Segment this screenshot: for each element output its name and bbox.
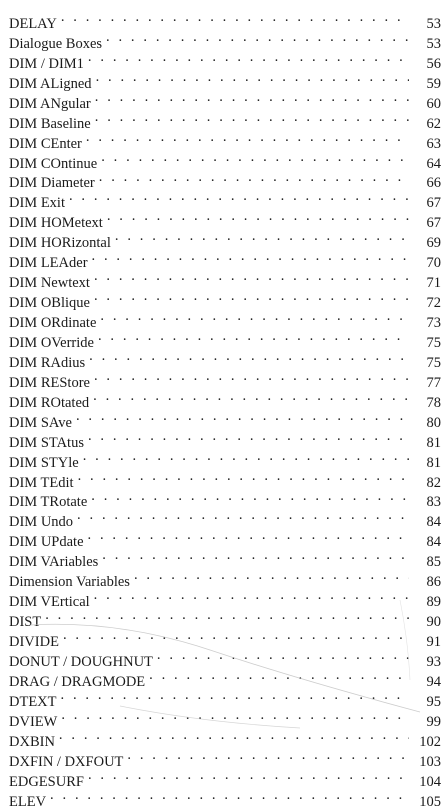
entry-label: DIM Diameter (9, 174, 99, 194)
entry-label: DIM COntinue (9, 155, 101, 175)
index-entry (9, 726, 441, 746)
entry-label: DIM HOMetext (9, 214, 107, 234)
dot-leader (93, 387, 409, 407)
entry-label: DIM Baseline (9, 115, 95, 135)
entry-page-number: 60 (409, 95, 441, 115)
dot-leader (99, 168, 409, 188)
entry-label: DIST (9, 613, 45, 633)
entry-label: DIM UPdate (9, 533, 88, 553)
dot-leader (77, 506, 409, 526)
entry-label: DTEXT (9, 693, 61, 713)
entry-label: DIM TEdit (9, 474, 78, 494)
entry-page-number: 75 (409, 334, 441, 354)
entry-page-number: 84 (409, 513, 441, 533)
entry-label: DONUT / DOUGHNUT (9, 653, 157, 673)
entry-label: DIM SAve (9, 414, 76, 434)
index-entry (9, 606, 441, 626)
entry-page-number: 85 (409, 553, 441, 573)
entry-label: DIM LEAder (9, 254, 92, 274)
entry-page-number: 89 (409, 593, 441, 613)
entry-label: DIM ROtated (9, 394, 93, 414)
entry-label: DIM Exit (9, 194, 69, 214)
dot-leader (101, 148, 409, 168)
entry-label: DIM ORdinate (9, 314, 100, 334)
entry-page-number: 94 (409, 673, 441, 693)
entry-page-number: 95 (409, 693, 441, 713)
dot-leader (102, 546, 409, 566)
entry-page-number: 53 (409, 15, 441, 35)
entry-page-number: 83 (409, 493, 441, 513)
entry-label: DIM OBlique (9, 294, 94, 314)
dot-leader (95, 88, 409, 108)
entry-label: DIM TRotate (9, 493, 91, 513)
entry-label: DIM REStore (9, 374, 94, 394)
dot-leader (88, 427, 409, 447)
entry-page-number: 105 (409, 793, 441, 812)
dot-leader (92, 247, 409, 267)
dot-leader (59, 726, 409, 746)
entry-page-number: 53 (409, 35, 441, 55)
entry-page-number: 81 (409, 434, 441, 454)
index-entry (9, 207, 441, 227)
entry-label: DIM RAdius (9, 354, 89, 374)
entry-label: DXFIN / DXFOUT (9, 753, 127, 773)
dot-leader (61, 8, 409, 28)
entry-label: DIM ANgular (9, 95, 95, 115)
dot-leader (94, 267, 409, 287)
dot-leader (98, 327, 409, 347)
entry-label: DIM OVerride (9, 334, 98, 354)
index-entry (9, 786, 441, 806)
dot-leader (127, 746, 409, 766)
entry-label: DIM STYle (9, 454, 83, 474)
entry-label: Dimension Variables (9, 573, 134, 593)
entry-page-number: 102 (409, 733, 441, 753)
entry-page-number: 59 (409, 75, 441, 95)
entry-page-number: 71 (409, 274, 441, 294)
dot-leader (88, 48, 409, 68)
entry-page-number: 90 (409, 613, 441, 633)
index-entry (9, 746, 441, 766)
dot-leader (50, 786, 409, 806)
dot-leader (107, 207, 409, 227)
dot-leader (61, 706, 409, 726)
entry-page-number: 67 (409, 194, 441, 214)
entry-label: DVIEW (9, 713, 61, 733)
dot-leader (95, 108, 409, 128)
dot-leader (94, 586, 409, 606)
dot-leader (96, 68, 409, 88)
dot-leader (134, 566, 409, 586)
dot-leader (69, 187, 409, 207)
entry-page-number: 62 (409, 115, 441, 135)
entry-page-number: 66 (409, 174, 441, 194)
entry-page-number: 81 (409, 454, 441, 474)
entry-page-number: 72 (409, 294, 441, 314)
dot-leader (149, 666, 409, 686)
entry-label: DIM VAriables (9, 553, 102, 573)
index-entry (9, 686, 441, 706)
dot-leader (61, 686, 409, 706)
entry-label: DIM STAtus (9, 434, 88, 454)
entry-page-number: 86 (409, 573, 441, 593)
entry-page-number: 91 (409, 633, 441, 653)
entry-label: DXBIN (9, 733, 59, 753)
index-entry (9, 626, 441, 646)
entry-label: EDGESURF (9, 773, 88, 793)
entry-label: DIM HORizontal (9, 234, 115, 254)
dot-leader (78, 467, 409, 487)
entry-label: Dialogue Boxes (9, 35, 106, 55)
entry-page-number: 80 (409, 414, 441, 434)
entry-label: DRAG / DRAGMODE (9, 673, 149, 693)
dot-leader (89, 347, 409, 367)
entry-page-number: 67 (409, 214, 441, 234)
dot-leader (106, 28, 409, 48)
index-entry (9, 187, 441, 207)
entry-page-number: 99 (409, 713, 441, 733)
entry-page-number: 73 (409, 314, 441, 334)
entry-page-number: 70 (409, 254, 441, 274)
entry-page-number: 84 (409, 533, 441, 553)
dot-leader (94, 287, 409, 307)
entry-page-number: 104 (409, 773, 441, 793)
entry-page-number: 64 (409, 155, 441, 175)
entry-label: DIM VErtical (9, 593, 94, 613)
entry-label: DIM ALigned (9, 75, 96, 95)
entry-label: DIVIDE (9, 633, 63, 653)
entry-page-number: 63 (409, 135, 441, 155)
index-entry (9, 8, 441, 28)
entry-page-number: 82 (409, 474, 441, 494)
dot-leader (76, 407, 409, 427)
index-entry (9, 646, 441, 666)
entry-page-number: 103 (409, 753, 441, 773)
dot-leader (63, 626, 409, 646)
entry-label: DIM Newtext (9, 274, 94, 294)
dot-leader (83, 447, 409, 467)
entry-page-number: 56 (409, 55, 441, 75)
entry-page-number: 93 (409, 653, 441, 673)
entry-label: DELAY (9, 15, 61, 35)
dot-leader (115, 227, 409, 247)
dot-leader (88, 526, 409, 546)
dot-leader (45, 606, 409, 626)
entry-page-number: 78 (409, 394, 441, 414)
entry-label: ELEV (9, 793, 50, 812)
entry-page-number: 77 (409, 374, 441, 394)
dot-leader (86, 128, 409, 148)
entry-page-number: 69 (409, 234, 441, 254)
entry-label: DIM Undo (9, 513, 77, 533)
entry-label: DIM / DIM1 (9, 55, 88, 75)
index-entry (9, 706, 441, 726)
dot-leader (157, 646, 409, 666)
dot-leader (100, 307, 409, 327)
index-list (9, 8, 441, 806)
dot-leader (91, 487, 409, 507)
entry-label: DIM CEnter (9, 135, 86, 155)
entry-page-number: 75 (409, 354, 441, 374)
dot-leader (88, 766, 409, 786)
dot-leader (94, 367, 409, 387)
index-entry (9, 28, 441, 48)
